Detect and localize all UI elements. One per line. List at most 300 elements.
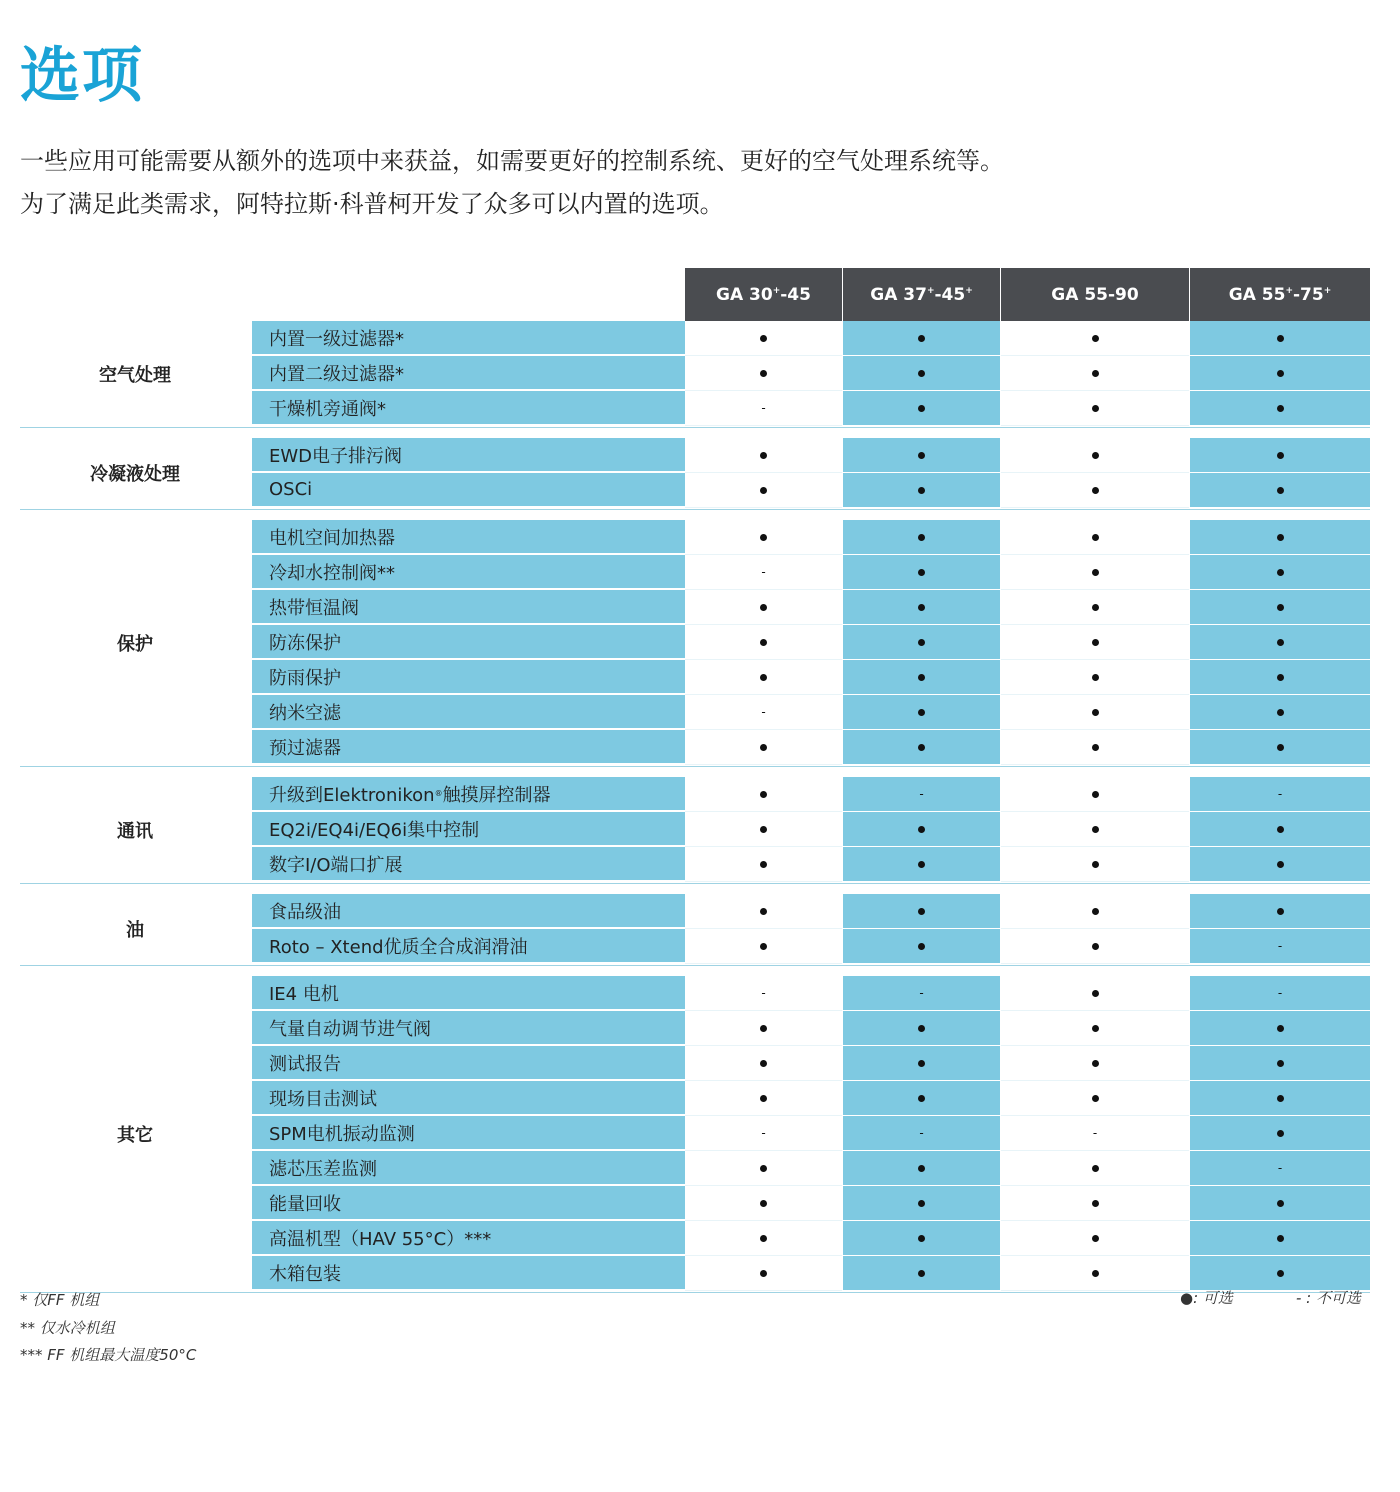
available-dot — [1277, 452, 1284, 459]
unavailable-dash: - — [1277, 939, 1283, 953]
available-dot — [1092, 990, 1099, 997]
table-body — [20, 321, 1370, 1293]
column-header-sup: + — [1285, 285, 1293, 296]
legend-available: ●: 可选 — [1180, 1289, 1233, 1307]
column-header-sup: + — [926, 285, 935, 296]
availability-cell — [685, 976, 842, 1011]
option-name-text: 防雨保护 — [269, 667, 341, 689]
available-dot — [1092, 943, 1099, 950]
available-dot — [1092, 604, 1099, 611]
available-dot — [760, 487, 767, 494]
intro-line-2: 为了满足此类需求，阿特拉斯·科普柯开发了众多可以内置的选项。 — [20, 190, 724, 218]
option-name — [252, 730, 685, 764]
availability-cell — [1190, 1011, 1370, 1046]
availability-cell — [843, 1011, 1000, 1046]
option-name-text: EQ2i/EQ4i/EQ6i集中控制 — [269, 819, 480, 841]
table-row — [20, 777, 1370, 812]
column-header — [843, 268, 1000, 321]
option-name — [252, 520, 685, 554]
availability-cell — [843, 1081, 1000, 1116]
option-name-text: 热带恒温阀 — [269, 597, 359, 619]
availability-cell — [1190, 894, 1370, 929]
legend-unavailable: - : 不可选 — [1296, 1289, 1362, 1307]
available-dot — [1277, 335, 1284, 342]
available-dot — [918, 1270, 925, 1277]
available-dot — [760, 452, 767, 459]
option-group — [20, 510, 1370, 767]
unavailable-dash: - — [919, 787, 924, 801]
available-dot — [1277, 826, 1284, 833]
available-dot — [1277, 1130, 1284, 1137]
availability-cell — [1190, 391, 1370, 426]
available-dot — [1092, 1200, 1099, 1207]
availability-cell — [843, 555, 1000, 590]
available-dot — [918, 1200, 925, 1207]
column-header — [685, 268, 842, 321]
column-header-range: -75 — [1292, 284, 1324, 305]
availability-cell — [843, 929, 1000, 964]
availability-cell — [1001, 1116, 1189, 1151]
available-dot — [1092, 405, 1099, 412]
availability-cell — [685, 321, 842, 356]
option-name-text: 防冻保护 — [269, 632, 341, 654]
option-name-text: 气量自动调节进气阀 — [269, 1018, 431, 1040]
availability-cell — [843, 391, 1000, 426]
option-name — [252, 847, 685, 881]
available-dot — [760, 534, 767, 541]
table-row — [20, 473, 1370, 508]
availability-cell — [685, 625, 842, 660]
availability-cell — [843, 730, 1000, 765]
column-header-model: GA 30 — [716, 284, 773, 305]
available-dot — [760, 1235, 767, 1242]
availability-cell — [843, 438, 1000, 473]
option-name — [252, 1046, 685, 1080]
option-name — [252, 695, 685, 729]
option-name-text: 纳米空滤 — [269, 702, 341, 724]
availability-cell — [1190, 1256, 1370, 1291]
availability-cell — [1190, 356, 1370, 391]
availability-cell — [1001, 847, 1189, 882]
table-row — [20, 321, 1370, 356]
available-dot — [918, 826, 925, 833]
option-name-text: 木箱包装 — [269, 1263, 341, 1285]
table-row — [20, 1221, 1370, 1256]
availability-cell — [1190, 1116, 1370, 1151]
availability-cell — [685, 1151, 842, 1186]
option-name-text: EWD电子排污阀 — [269, 445, 403, 467]
availability-cell — [1001, 391, 1189, 426]
available-dot — [1277, 639, 1284, 646]
group-label: 空气处理 — [99, 364, 171, 386]
available-dot — [1277, 1270, 1284, 1277]
availability-cell — [843, 1256, 1000, 1291]
available-dot — [918, 335, 925, 342]
available-dot — [1092, 1060, 1099, 1067]
availability-cell — [685, 1011, 842, 1046]
table-row — [20, 847, 1370, 882]
availability-cell — [1001, 660, 1189, 695]
availability-cell — [1190, 590, 1370, 625]
available-dot — [760, 674, 767, 681]
available-dot — [760, 908, 767, 915]
group-label: 通讯 — [117, 820, 153, 842]
availability-cell — [843, 1151, 1000, 1186]
availability-cell — [843, 356, 1000, 391]
column-header-model: GA 37 — [870, 284, 927, 305]
option-name — [252, 356, 685, 390]
availability-cell — [1190, 1081, 1370, 1116]
availability-cell — [843, 1046, 1000, 1081]
available-dot — [1277, 487, 1284, 494]
available-dot — [918, 569, 925, 576]
available-dot — [1277, 861, 1284, 868]
table-row — [20, 438, 1370, 473]
option-name-text: 干燥机旁通阀* — [269, 398, 386, 420]
available-dot — [1092, 1165, 1099, 1172]
available-dot — [1092, 370, 1099, 377]
footnote-1: * 仅FF 机组 — [20, 1291, 100, 1309]
available-dot — [1092, 639, 1099, 646]
availability-cell — [1190, 1221, 1370, 1256]
table-row — [20, 356, 1370, 391]
table-row — [20, 730, 1370, 765]
table-row — [20, 976, 1370, 1011]
available-dot — [760, 639, 767, 646]
availability-cell — [1001, 438, 1189, 473]
availability-cell — [1001, 1186, 1189, 1221]
availability-cell — [1001, 1256, 1189, 1291]
option-name-text: 内置一级过滤器* — [269, 328, 404, 350]
unavailable-dash: - — [761, 986, 766, 1000]
available-dot — [1092, 674, 1099, 681]
option-name — [252, 1151, 685, 1185]
available-dot — [918, 908, 925, 915]
option-name — [252, 777, 685, 811]
available-dot — [918, 709, 925, 716]
available-dot — [760, 1165, 767, 1172]
available-dot — [1092, 569, 1099, 576]
available-dot — [760, 604, 767, 611]
group-label: 冷凝液处理 — [90, 464, 180, 485]
available-dot — [1092, 709, 1099, 716]
available-dot — [1092, 1095, 1099, 1102]
option-name-tail: 触摸屏控制器 — [442, 784, 551, 806]
availability-cell — [1190, 929, 1370, 964]
available-dot — [918, 744, 925, 751]
availability-cell — [843, 1221, 1000, 1256]
option-name-text: 滤芯压差监测 — [269, 1158, 377, 1180]
availability-cell — [843, 590, 1000, 625]
availability-cell — [1001, 1221, 1189, 1256]
availability-cell — [1001, 929, 1189, 964]
availability-cell — [1001, 730, 1189, 765]
available-dot — [918, 405, 925, 412]
availability-cell — [685, 1081, 842, 1116]
option-name-text: 高温机型（HAV 55°C）*** — [269, 1228, 492, 1250]
available-dot — [1092, 908, 1099, 915]
option-name — [252, 660, 685, 694]
intro-line-1: 一些应用可能需要从额外的选项中来获益，如需要更好的控制系统、更好的空气处理系统等。 — [20, 147, 1004, 175]
availability-cell — [1001, 976, 1189, 1011]
availability-cell — [685, 847, 842, 882]
availability-cell — [1001, 812, 1189, 847]
option-name — [252, 473, 685, 507]
availability-cell — [1190, 321, 1370, 356]
column-header-range: -45 — [934, 284, 966, 305]
option-name — [252, 438, 685, 472]
availability-cell — [1190, 555, 1370, 590]
table-row — [20, 520, 1370, 555]
availability-cell — [685, 1221, 842, 1256]
availability-cell — [685, 1256, 842, 1291]
option-group — [20, 884, 1370, 966]
group-label: 油 — [126, 920, 144, 941]
unavailable-dash: - — [761, 705, 766, 719]
availability-cell — [685, 695, 842, 730]
option-name-text: 升级到Elektronikon — [269, 784, 435, 806]
availability-cell — [1001, 356, 1189, 391]
available-dot — [918, 943, 925, 950]
option-name — [252, 625, 685, 659]
availability-cell — [1190, 777, 1370, 812]
option-name — [252, 976, 685, 1010]
available-dot — [918, 370, 925, 377]
available-dot — [918, 1095, 925, 1102]
available-dot — [1092, 1235, 1099, 1242]
available-dot — [760, 791, 767, 798]
column-header — [1001, 268, 1189, 321]
available-dot — [1277, 1200, 1284, 1207]
option-name — [252, 1081, 685, 1115]
available-dot — [1092, 826, 1099, 833]
option-name-sup: ® — [434, 789, 443, 798]
available-dot — [1277, 569, 1284, 576]
table-row — [20, 660, 1370, 695]
column-header-range: -45 — [780, 284, 811, 305]
group-label: 保护 — [117, 633, 153, 655]
table-row — [20, 929, 1370, 964]
availability-cell — [685, 777, 842, 812]
availability-cell — [685, 391, 842, 426]
available-dot — [1092, 487, 1099, 494]
availability-cell — [843, 894, 1000, 929]
availability-cell — [1001, 625, 1189, 660]
availability-cell — [843, 777, 1000, 812]
available-dot — [918, 452, 925, 459]
unavailable-dash: - — [1277, 986, 1283, 1000]
availability-cell — [1190, 625, 1370, 660]
option-name-text: 测试报告 — [269, 1053, 341, 1075]
option-name — [252, 321, 685, 355]
availability-cell — [1190, 473, 1370, 508]
availability-cell — [685, 660, 842, 695]
unavailable-dash: - — [1092, 1126, 1098, 1140]
table-row — [20, 590, 1370, 625]
availability-cell — [843, 321, 1000, 356]
column-header-sup: + — [772, 285, 781, 296]
available-dot — [760, 861, 767, 868]
footnote-3: *** FF 机组最大温度50°C — [20, 1346, 197, 1364]
availability-cell — [843, 625, 1000, 660]
availability-cell — [685, 473, 842, 508]
available-dot — [760, 370, 767, 377]
availability-cell — [1190, 695, 1370, 730]
option-name-text: 现场目击测试 — [269, 1088, 377, 1110]
option-name-text: SPM电机振动监测 — [269, 1123, 415, 1145]
available-dot — [760, 1060, 767, 1067]
option-group — [20, 966, 1370, 1293]
availability-cell — [1190, 1046, 1370, 1081]
available-dot — [918, 674, 925, 681]
table-row — [20, 625, 1370, 660]
option-name — [252, 894, 685, 928]
option-name-text: 数字I/O端口扩展 — [269, 854, 403, 876]
availability-cell — [843, 695, 1000, 730]
column-header-sup: + — [1323, 285, 1332, 296]
table-row — [20, 391, 1370, 426]
group-divider — [20, 1292, 1370, 1293]
option-name — [252, 812, 685, 846]
unavailable-dash: - — [761, 1126, 766, 1140]
available-dot — [1277, 1025, 1284, 1032]
availability-cell — [1190, 1186, 1370, 1221]
availability-cell — [1001, 777, 1189, 812]
options-table — [20, 268, 1370, 1293]
table-row — [20, 1151, 1370, 1186]
column-header — [1190, 268, 1370, 321]
availability-cell — [1190, 438, 1370, 473]
available-dot — [760, 1200, 767, 1207]
column-header-model: GA 55 — [1228, 284, 1286, 305]
availability-cell — [685, 590, 842, 625]
available-dot — [918, 487, 925, 494]
availability-cell — [685, 812, 842, 847]
option-name-text: 冷却水控制阀** — [269, 562, 395, 584]
availability-cell — [1190, 1151, 1370, 1186]
option-group — [20, 767, 1370, 884]
option-name — [252, 391, 685, 425]
availability-cell — [685, 730, 842, 765]
availability-cell — [1190, 976, 1370, 1011]
available-dot — [918, 1165, 925, 1172]
option-name — [252, 929, 685, 963]
page-title: 选项 — [20, 41, 144, 111]
column-header-sup: + — [965, 285, 973, 296]
availability-cell — [1001, 1011, 1189, 1046]
option-name-text: OSCi — [269, 479, 313, 500]
availability-cell — [843, 976, 1000, 1011]
availability-cell — [685, 438, 842, 473]
option-group — [20, 321, 1370, 428]
availability-cell — [685, 1186, 842, 1221]
available-dot — [1092, 1025, 1099, 1032]
available-dot — [1277, 534, 1284, 541]
availability-cell — [685, 520, 842, 555]
availability-cell — [685, 1046, 842, 1081]
available-dot — [1277, 744, 1284, 751]
availability-cell — [843, 473, 1000, 508]
option-name-text: IE4 电机 — [269, 983, 339, 1005]
available-dot — [1092, 534, 1099, 541]
option-name — [252, 1186, 685, 1220]
availability-cell — [1190, 847, 1370, 882]
option-name-text: 食品级油 — [269, 901, 341, 923]
table-row — [20, 1011, 1370, 1046]
available-dot — [760, 1095, 767, 1102]
available-dot — [760, 943, 767, 950]
table-row — [20, 555, 1370, 590]
available-dot — [1277, 709, 1284, 716]
available-dot — [1092, 744, 1099, 751]
availability-cell — [1001, 1046, 1189, 1081]
available-dot — [918, 604, 925, 611]
option-name — [252, 1221, 685, 1255]
availability-cell — [1001, 1151, 1189, 1186]
option-name-text: 电机空间加热器 — [269, 527, 395, 549]
intro-text — [20, 140, 1004, 226]
table-row — [20, 1046, 1370, 1081]
table-row — [20, 1116, 1370, 1151]
available-dot — [918, 1060, 925, 1067]
available-dot — [1092, 861, 1099, 868]
option-name-text: 预过滤器 — [269, 737, 341, 759]
availability-cell — [1190, 730, 1370, 765]
availability-cell — [1001, 555, 1189, 590]
table-row — [20, 894, 1370, 929]
available-dot — [1277, 1095, 1284, 1102]
available-dot — [760, 1025, 767, 1032]
available-dot — [1277, 1235, 1284, 1242]
unavailable-dash: - — [1277, 1161, 1283, 1175]
availability-cell — [685, 894, 842, 929]
available-dot — [760, 335, 767, 342]
available-dot — [760, 744, 767, 751]
table-row — [20, 695, 1370, 730]
available-dot — [1277, 370, 1284, 377]
available-dot — [918, 534, 925, 541]
availability-cell — [1001, 321, 1189, 356]
availability-cell — [1001, 894, 1189, 929]
table-row — [20, 1186, 1370, 1221]
availability-cell — [1001, 590, 1189, 625]
unavailable-dash: - — [761, 565, 766, 579]
table-header — [20, 268, 1370, 321]
table-row — [20, 1081, 1370, 1116]
available-dot — [760, 826, 767, 833]
option-group — [20, 428, 1370, 510]
availability-cell — [1190, 812, 1370, 847]
unavailable-dash: - — [1277, 787, 1283, 801]
option-name — [252, 1116, 685, 1150]
availability-cell — [685, 929, 842, 964]
option-name — [252, 1256, 685, 1290]
availability-cell — [1001, 520, 1189, 555]
availability-cell — [843, 812, 1000, 847]
availability-cell — [843, 1186, 1000, 1221]
availability-cell — [1190, 660, 1370, 695]
footnote-2: ** 仅水冷机组 — [20, 1318, 115, 1337]
footnotes — [20, 1287, 196, 1370]
option-name-text: 内置二级过滤器* — [269, 363, 404, 385]
availability-cell — [843, 660, 1000, 695]
available-dot — [1277, 908, 1284, 915]
available-dot — [918, 861, 925, 868]
available-dot — [1277, 1060, 1284, 1067]
availability-cell — [1001, 695, 1189, 730]
column-header-model: GA 55-90 — [1051, 284, 1139, 305]
option-name — [252, 1011, 685, 1045]
